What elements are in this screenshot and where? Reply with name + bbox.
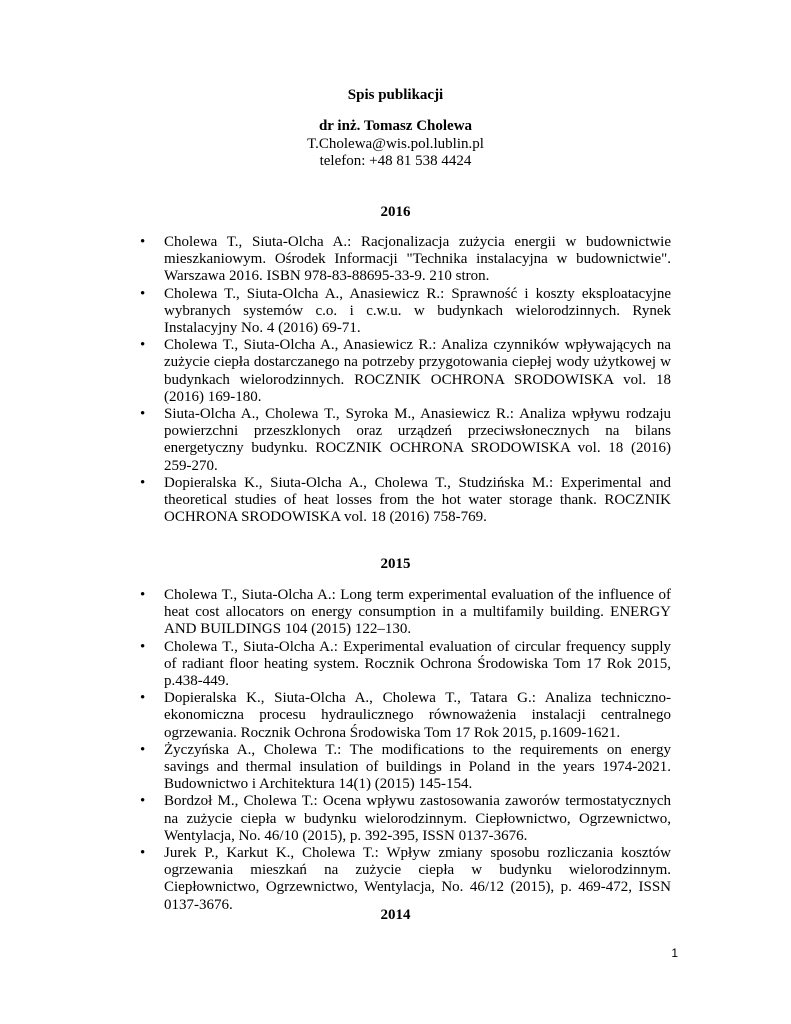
publication-item: • Cholewa T., Siuta-Olcha A.: Racjonalizacja zużycia energii w budownictwie mieszkaniowym. Ośrodek Informacji "Technika instalacyjna w budownictwie". Warszawa 2016. ISBN 978-83-88695-33-9. 210 stron. xyxy=(164,234,671,286)
author-phone: telefon: +48 81 538 4424 xyxy=(319,153,472,169)
year-heading-2015: 2015 xyxy=(380,556,411,572)
publication-item: • Życzyńska A., Cholewa T.: The modifications to the requirements on energy savings and thermal insulation of buildings in Poland in the years 1974-2021. Budownictwo i Architektura 14(1) (2015) 145-154. xyxy=(164,742,671,794)
author-email: T.Cholewa@wis.pol.lublin.pl xyxy=(307,136,484,152)
author-name: dr inż. Tomasz Cholewa xyxy=(318,118,473,134)
page-title: Spis publikacji xyxy=(347,87,444,103)
page-number: 1 xyxy=(671,946,678,960)
publication-list-2016 xyxy=(164,234,671,526)
publication-item: • Siuta-Olcha A., Cholewa T., Syroka M., Anasiewicz R.: Analiza wpływu rodzaju powierzchni przeszklonych oraz urządzeń przeciwsłonecznych na bilans energetyczny budynku. ROCZNIK OCHRONA SRODOWISKA vol. 18 (2016) 259-270. xyxy=(164,406,671,475)
publication-item: • Cholewa T., Siuta-Olcha A., Anasiewicz R.: Sprawność i koszty eksploatacyjne wybranych systemów c.o. i c.w.u. w budynkach wielorodzinnych. Rynek Instalacyjny No. 4 (2016) 69-71. xyxy=(164,286,671,338)
publication-item: • Dopieralska K., Siuta-Olcha A., Cholewa T., Tatara G.: Analiza techniczno-ekonomiczna procesu hydraulicznego równoważenia instalacji centralnego ogrzewania. Rocznik Ochrona Środowiska Tom 17 Rok 2015, p.1609-1621. xyxy=(164,690,671,742)
publication-item: • Dopieralska K., Siuta-Olcha A., Cholewa T., Studzińska M.: Experimental and theoretical studies of heat losses from the hot water storage thank. ROCZNIK OCHRONA SRODOWISKA vol. 18 (2016) 758-769. xyxy=(164,475,671,527)
publication-item: • Cholewa T., Siuta-Olcha A., Anasiewicz R.: Analiza czynników wpływających na zużycie ciepła dostarczanego na potrzeby przygotowania ciepłej wody użytkowej w budynkach wielorodzinnych. ROCZNIK OCHRONA SRODOWISKA vol. 18 (2016) 169-180. xyxy=(164,337,671,406)
year-heading-2014: 2014 xyxy=(380,907,411,923)
publication-item: • Cholewa T., Siuta-Olcha A.: Long term experimental evaluation of the influence of heat cost allocators on energy consumption in a multifamily building. ENERGY AND BUILDINGS 104 (2015) 122–130. xyxy=(164,587,671,639)
publication-list-2015 xyxy=(164,587,671,914)
publication-item: • Jurek P., Karkut K., Cholewa T.: Wpływ zmiany sposobu rozliczania kosztów ogrzewania mieszkań na zużycie ciepła w budynku wielorodzinnym. Ciepłownictwo, Ogrzewnictwo, Wentylacja, No. 46/12 (2015), p. 469-472, ISSN 0137-3676. xyxy=(164,845,671,914)
publication-item: • Cholewa T., Siuta-Olcha A.: Experimental evaluation of circular frequency supply of radiant floor heating system. Rocznik Ochrona Środowiska Tom 17 Rok 2015, p.438-449. xyxy=(164,639,671,691)
year-heading-2016: 2016 xyxy=(380,204,411,220)
publication-item: • Bordzoł M., Cholewa T.: Ocena wpływu zastosowania zaworów termostatycznych na zużycie ciepła w budynku wielorodzinnym. Ciepłownictwo, Ogrzewnictwo, Wentylacja, No. 46/10 (2015), p. 392-395, ISSN 0137-3676. xyxy=(164,793,671,845)
